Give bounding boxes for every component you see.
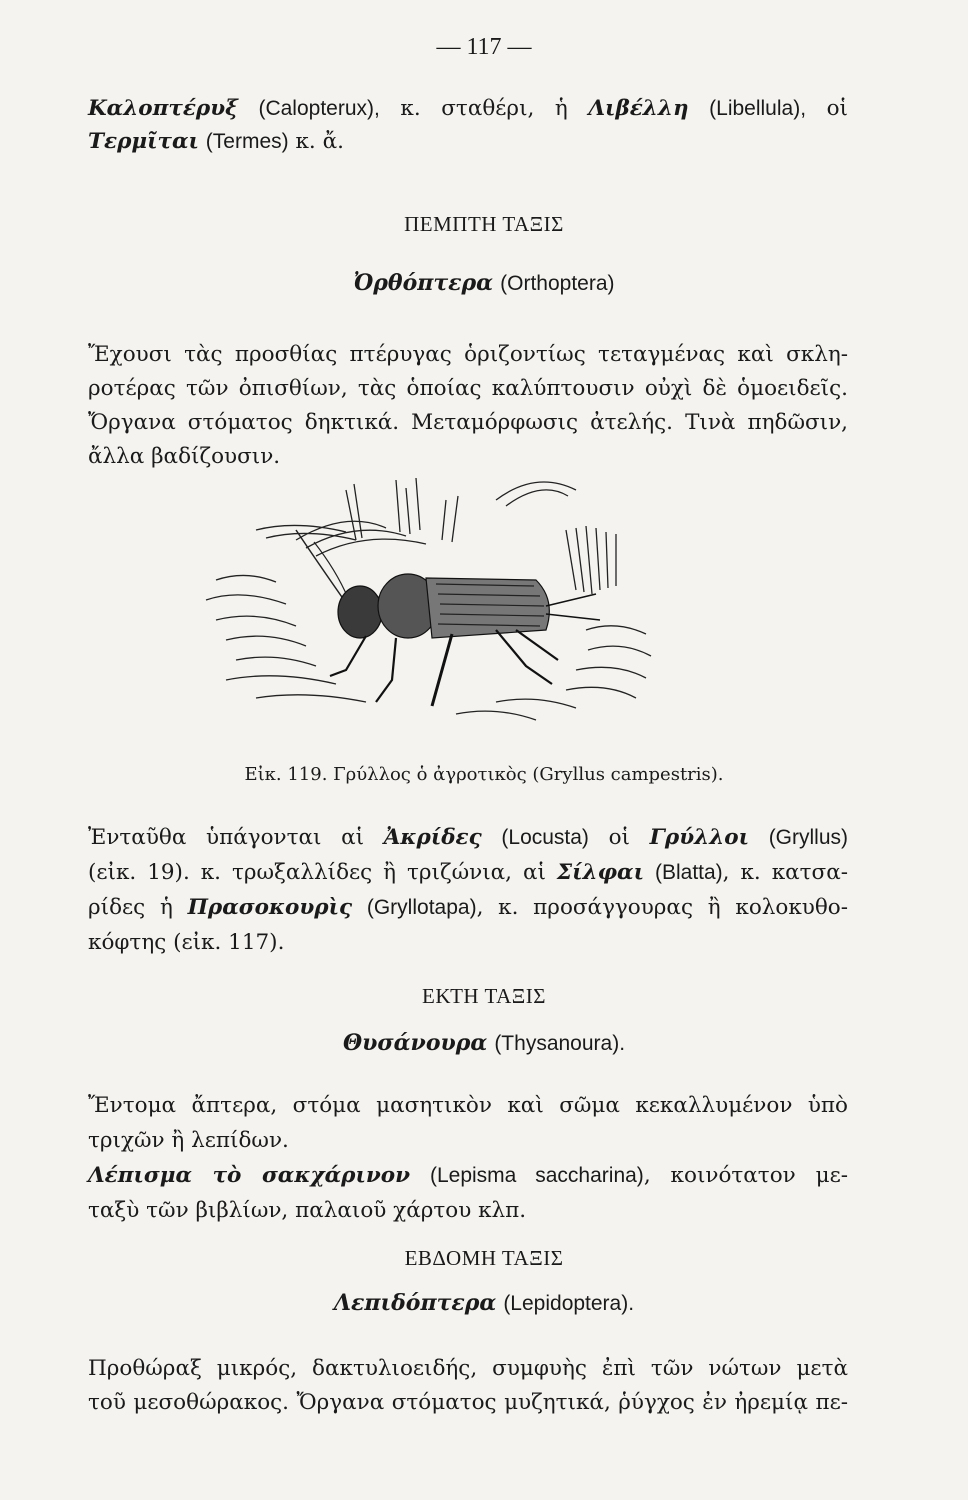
text-line: Ἔχουσι τὰς προσθίας πτέρυγας ὁριζοντίως τεταγμένας καὶ σκλη- (88, 342, 848, 367)
term-locusta: Ἀκρίδες (383, 825, 482, 850)
text-line: ἄλλα βαδίζουσιν. (88, 444, 281, 469)
intro-paragraph (88, 92, 848, 158)
text-line: τοῦ μεσοθώρακος. Ὄργανα στόματος μυζητικά, ῥύγχος ἐν ἠρεμίᾳ πε- (88, 1390, 848, 1415)
section-title-lepidoptera: Λεπιδόπτερα (Lepidoptera). (333, 1290, 635, 1316)
term-calopterux: Καλοπτέρυξ (88, 96, 238, 121)
text-line: κόφτης (εἰκ. 117). (88, 930, 285, 955)
term-gryllus: Γρύλλοι (649, 825, 750, 850)
section-heading-6: ΕΚΤΗ ΤΑΞΙΣ (422, 984, 546, 1008)
text-line: ροτέρας τῶν ὀπισθίων, τὰς ὁποίας καλύπτουσιν οὐχὶ δὲ ὁμοειδεῖς. (88, 376, 848, 401)
term-gryllotapa: Πρασοκουρὶς (187, 895, 353, 920)
orthoptera-description (88, 338, 848, 474)
term-termes: Τερμῖται (88, 129, 199, 154)
page-number: — 117 — (436, 34, 532, 60)
text-line: Λέπισμα τὸ σακχάρινον (Lepisma saccharina), κοινότατον με- (88, 1163, 848, 1188)
text-line: Ἐνταῦθα ὑπάγονται αἱ Ἀκρίδες (Locusta) οἱ Γρύλλοι (Gryllus) (88, 825, 849, 850)
intro-line-1: Καλοπτέρυξ (Calopterux), κ. σταθέρι, ἡ Λιβέλλη (Libellula), οἱ (88, 96, 848, 121)
thysanoura-description (88, 1088, 848, 1228)
lepidoptera-description (88, 1352, 848, 1420)
section-title-thysanoura: Θυσάνουρα (Thysanoura). (342, 1030, 626, 1056)
orthoptera-examples (88, 820, 848, 960)
text-line: Ὄργανα στόματος δηκτικά. Μεταμόρφωσις ἀτελής. Τινὰ πηδῶσιν, (88, 410, 848, 435)
figure-caption: Εἰκ. 119. Γρύλλος ὁ ἀγροτικὸς (Gryllus campestris). (244, 764, 724, 785)
text-line: ταξὺ τῶν βιβλίων, παλαιοῦ χάρτου κλπ. (88, 1198, 527, 1223)
section-title-orthoptera: Ὀρθόπτερα (Orthoptera) (353, 270, 615, 296)
text-line: Ἔντομα ἄπτερα, στόμα μασητικὸν καὶ σῶμα κεκαλλυμένον ὑπὸ (88, 1093, 848, 1118)
intro-line-2: Τερμῖται (Termes) κ. ἄ. (88, 129, 344, 154)
section-heading-7: ΕΒΔΟΜΗ ΤΑΞΙΣ (404, 1246, 564, 1270)
text-line: τριχῶν ἢ λεπίδων. (88, 1128, 289, 1153)
section-heading-5: ΠΕΜΠΤΗ ΤΑΞΙΣ (404, 212, 564, 236)
text-line: (εἰκ. 19). κ. τρωξαλλίδες ἢ τριζώνια, αἱ Σίλφαι (Blatta), κ. κατσα- (88, 860, 849, 885)
term-libellula: Λιβέλλη (588, 96, 689, 121)
term-blatta: Σίλφαι (556, 860, 644, 885)
term-lepisma: Λέπισμα τὸ σακχάρινον (88, 1163, 411, 1188)
text-line: ρίδες ἡ Πρασοκουρὶς (Gryllotapa), κ. προσάγγουρας ἢ κολοκυθο- (88, 895, 848, 920)
text-line: Προθώραξ μικρός, δακτυλιοειδής, συμφυὴς ἐπὶ τῶν νώτων μετὰ (88, 1356, 848, 1381)
cricket-illustration (196, 470, 660, 750)
